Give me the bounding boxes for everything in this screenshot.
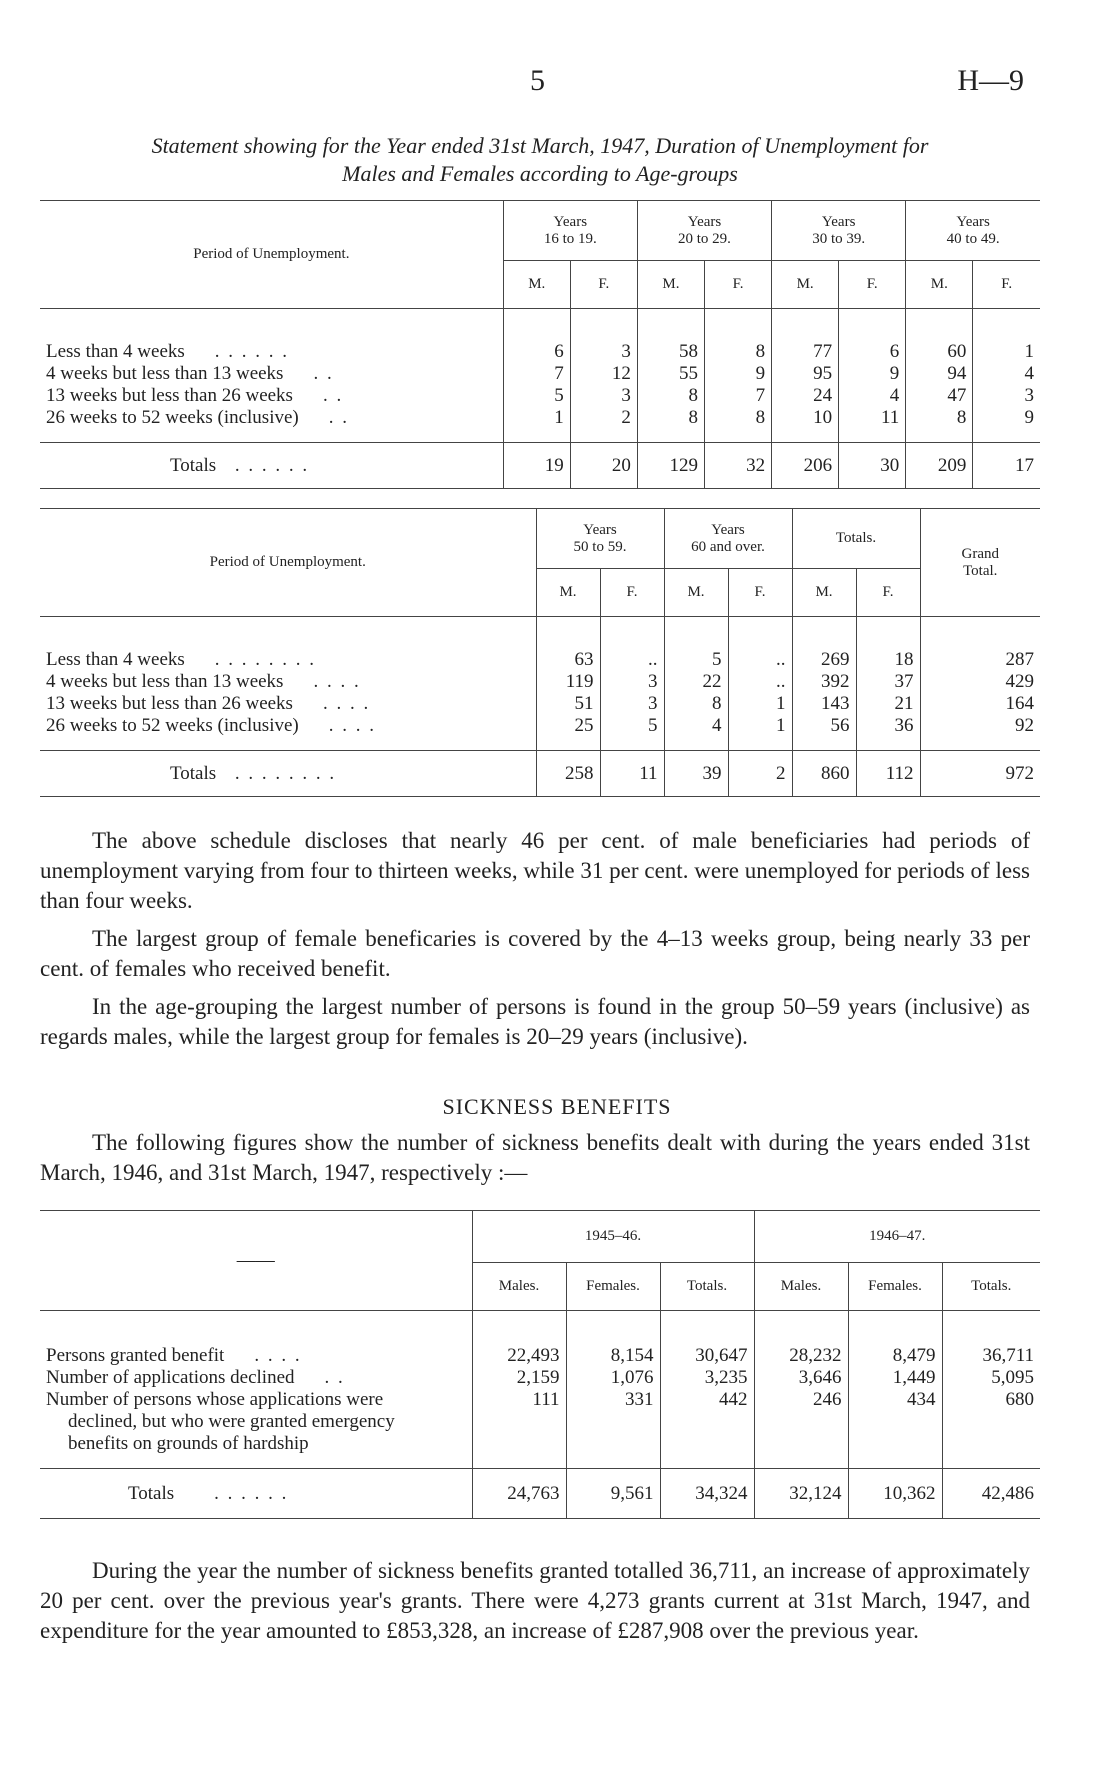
col-totals: Totals.: [942, 1263, 1040, 1311]
cell: 8: [704, 341, 771, 363]
cell: 5,095: [942, 1367, 1040, 1389]
cell: 3: [600, 671, 664, 693]
col-m: M.: [503, 261, 570, 309]
paragraph: The following figures show the number of sickness benefits dealt with during the years ended 31st March, 1946, and 31st March, 1947, respectively :—: [40, 1130, 1030, 1185]
cell: 60: [906, 341, 973, 363]
cell: 63: [536, 649, 600, 671]
row-label: Persons granted benefit . . . .: [46, 1344, 302, 1366]
age-group-header: Years 30 to 39.: [772, 201, 906, 261]
cell: 24: [772, 385, 839, 407]
closing-paragraph-block: [40, 1556, 1030, 1654]
table-row-totals: [40, 443, 1040, 489]
col-totals: Totals.: [660, 1263, 754, 1311]
age-group-header: Years 16 to 19.: [503, 201, 637, 261]
cell: 1,449: [848, 1367, 942, 1389]
cell: 1,076: [566, 1367, 660, 1389]
cell: 47: [906, 385, 973, 407]
corner-cell: ——: [40, 1211, 472, 1311]
cell: 11: [839, 407, 906, 429]
cell: 8,154: [566, 1345, 660, 1367]
table-row: [40, 1389, 1040, 1455]
cell: 4: [839, 385, 906, 407]
cell: 269: [792, 649, 856, 671]
table-2-body: [40, 649, 1040, 737]
cell: 36,711: [942, 1345, 1040, 1367]
page-header: [0, 64, 1114, 104]
cell: 2,159: [472, 1367, 566, 1389]
cell: 95: [772, 363, 839, 385]
table-row: [40, 1367, 1040, 1389]
cell: 28,232: [754, 1345, 848, 1367]
year-header: 1946–47.: [754, 1211, 1040, 1263]
cell: 22,493: [472, 1345, 566, 1367]
cell: 17: [973, 443, 1040, 489]
unemployment-table-2: [40, 508, 1040, 797]
cell: 3: [570, 341, 637, 363]
cell: 8: [704, 407, 771, 429]
row-label: Number of persons whose applications were declined, but who were granted emergency benefits on grounds of hardship: [46, 1388, 395, 1454]
age-group-header: Years 50 to 59.: [536, 509, 664, 569]
cell: 209: [906, 443, 973, 489]
col-f: F.: [600, 569, 664, 617]
cell: 51: [536, 693, 600, 715]
paragraph: During the year the number of sickness benefits granted totalled 36,711, an increase of approximately 20 per cent. over the previous year's grants. There were 4,273 grants current at 31st March, 1947, and expenditure for the year amounted to £853,328, an increase of £287,908 over the previous year.: [40, 1558, 1030, 1643]
col-f: F.: [570, 261, 637, 309]
year-header: 1945–46.: [472, 1211, 754, 1263]
table-row: [40, 649, 1040, 671]
cell: 30: [839, 443, 906, 489]
row-label: Less than 4 weeks . . . . . .: [46, 340, 290, 362]
cell: 331: [566, 1389, 660, 1455]
totals-label: Totals . . . . . .: [170, 454, 310, 476]
cell: 9: [839, 363, 906, 385]
col-m: M.: [792, 569, 856, 617]
cell: 10,362: [848, 1469, 942, 1519]
cell: 10: [772, 407, 839, 429]
cell: 429: [920, 671, 1040, 693]
table-row: [40, 363, 1040, 385]
section-heading: SICKNESS BENEFITS: [442, 1094, 672, 1119]
cell: 1: [728, 693, 792, 715]
cell: 42,486: [942, 1469, 1040, 1519]
cell: 18: [856, 649, 920, 671]
cell: ..: [728, 649, 792, 671]
col-m: M.: [772, 261, 839, 309]
cell: 58: [637, 341, 704, 363]
cell: 8: [906, 407, 973, 429]
cell: 164: [920, 693, 1040, 715]
cell: 3: [973, 385, 1040, 407]
cell: 860: [792, 751, 856, 797]
age-group-header: Years 20 to 29.: [637, 201, 771, 261]
cell: 972: [920, 751, 1040, 797]
table-row: [40, 385, 1040, 407]
cell: 143: [792, 693, 856, 715]
cell: 2: [570, 407, 637, 429]
cell: 442: [660, 1389, 754, 1455]
table-row-totals: [40, 751, 1040, 797]
cell: 6: [839, 341, 906, 363]
age-group-header: Years 40 to 49.: [906, 201, 1040, 261]
cell: 9,561: [566, 1469, 660, 1519]
col-f: F.: [973, 261, 1040, 309]
row-label: Number of applications declined . .: [46, 1366, 345, 1388]
row-label: 13 weeks but less than 26 weeks . .: [46, 384, 344, 406]
grand-total-header: Grand Total.: [920, 509, 1040, 617]
cell: 5: [503, 385, 570, 407]
cell: 21: [856, 693, 920, 715]
cell: 24,763: [472, 1469, 566, 1519]
row-header: Period of Unemployment.: [40, 201, 503, 309]
cell: 36: [856, 715, 920, 737]
col-f: F.: [839, 261, 906, 309]
totals-label: Totals . . . . . .: [128, 1482, 289, 1504]
cell: 1: [728, 715, 792, 737]
row-label: 4 weeks but less than 13 weeks . . . .: [46, 670, 361, 692]
cell: 680: [942, 1389, 1040, 1455]
cell: 8: [637, 407, 704, 429]
row-label: 13 weeks but less than 26 weeks . . . .: [46, 692, 371, 714]
cell: ..: [600, 649, 664, 671]
col-m: M.: [906, 261, 973, 309]
statement-title: [40, 132, 1040, 188]
cell: 3,235: [660, 1367, 754, 1389]
cell: 1: [973, 341, 1040, 363]
col-f: F.: [704, 261, 771, 309]
table-row-totals: [40, 1469, 1040, 1519]
table-row: [40, 671, 1040, 693]
cell: 7: [503, 363, 570, 385]
cell: 11: [600, 751, 664, 797]
cell: 32: [704, 443, 771, 489]
table-row: [40, 715, 1040, 737]
cell: 34,324: [660, 1469, 754, 1519]
col-females: Females.: [566, 1263, 660, 1311]
table-row: [40, 693, 1040, 715]
cell: 55: [637, 363, 704, 385]
cell: 6: [503, 341, 570, 363]
cell: 30,647: [660, 1345, 754, 1367]
cell: 258: [536, 751, 600, 797]
cell: 5: [664, 649, 728, 671]
cell: 8: [637, 385, 704, 407]
col-f: F.: [856, 569, 920, 617]
table-row: [40, 407, 1040, 429]
paragraph: In the age-grouping the largest number of persons is found in the group 50–59 years (inclusive) as regards males, while the largest group for females is 20–29 years (inclusive).: [40, 994, 1030, 1049]
col-m: M.: [637, 261, 704, 309]
col-f: F.: [728, 569, 792, 617]
cell: 8: [664, 693, 728, 715]
age-group-header: Years 60 and over.: [664, 509, 792, 569]
cell: 5: [600, 715, 664, 737]
cell: 4: [664, 715, 728, 737]
col-males: Males.: [472, 1263, 566, 1311]
cell: 246: [754, 1389, 848, 1455]
statement-title-line2: Males and Females according to Age-groups: [342, 161, 738, 186]
cell: 112: [856, 751, 920, 797]
cell: 434: [848, 1389, 942, 1455]
cell: 119: [536, 671, 600, 693]
page-code: H—9: [957, 64, 1024, 97]
cell: 3: [570, 385, 637, 407]
cell: 92: [920, 715, 1040, 737]
cell: 32,124: [754, 1469, 848, 1519]
cell: 37: [856, 671, 920, 693]
cell: 129: [637, 443, 704, 489]
cell: 12: [570, 363, 637, 385]
cell: 9: [704, 363, 771, 385]
cell: 111: [472, 1389, 566, 1455]
cell: 4: [973, 363, 1040, 385]
cell: 3,646: [754, 1367, 848, 1389]
table-row: [40, 1345, 1040, 1367]
cell: 9: [973, 407, 1040, 429]
col-males: Males.: [754, 1263, 848, 1311]
cell: 7: [704, 385, 771, 407]
table-row: [40, 341, 1040, 363]
cell: 8,479: [848, 1345, 942, 1367]
cell: 94: [906, 363, 973, 385]
cell: 25: [536, 715, 600, 737]
cell: 1: [503, 407, 570, 429]
cell: 287: [920, 649, 1040, 671]
cell: 19: [503, 443, 570, 489]
intro-paragraph-block: [40, 1128, 1030, 1196]
cell: 56: [792, 715, 856, 737]
cell: 39: [664, 751, 728, 797]
analysis-paragraphs: [40, 826, 1030, 1060]
col-m: M.: [536, 569, 600, 617]
row-label: 26 weeks to 52 weeks (inclusive) . .: [46, 406, 349, 428]
cell: 3: [600, 693, 664, 715]
cell: 20: [570, 443, 637, 489]
cell: 22: [664, 671, 728, 693]
row-header: Period of Unemployment.: [40, 509, 536, 617]
paragraph: The above schedule discloses that nearly 46 per cent. of male beneficiaries had periods of unemployment varying from four to thirteen weeks, while 31 per cent. were unemployed for periods of less than four weeks.: [40, 828, 1030, 913]
cell: 77: [772, 341, 839, 363]
cell: 2: [728, 751, 792, 797]
cell: 392: [792, 671, 856, 693]
table-1-body: [40, 341, 1040, 429]
cell: ..: [728, 671, 792, 693]
page-number: 5: [530, 64, 545, 97]
col-m: M.: [664, 569, 728, 617]
statement-title-line1: Statement showing for the Year ended 31st March, 1947, Duration of Unemployment for: [151, 133, 929, 158]
unemployment-table-1: [40, 200, 1040, 489]
totals-group-header: Totals.: [792, 509, 920, 569]
col-females: Females.: [848, 1263, 942, 1311]
row-label: 26 weeks to 52 weeks (inclusive) . . . .: [46, 714, 376, 736]
row-label: Less than 4 weeks . . . . . . . .: [46, 648, 317, 670]
totals-label: Totals . . . . . . . .: [170, 762, 337, 784]
sickness-benefits-table: [40, 1210, 1040, 1519]
paragraph: The largest group of female beneficaries is covered by the 4–13 weeks group, being nearly 33 per cent. of females who received benefit.: [40, 926, 1030, 981]
cell: 206: [772, 443, 839, 489]
row-label: 4 weeks but less than 13 weeks . .: [46, 362, 334, 384]
